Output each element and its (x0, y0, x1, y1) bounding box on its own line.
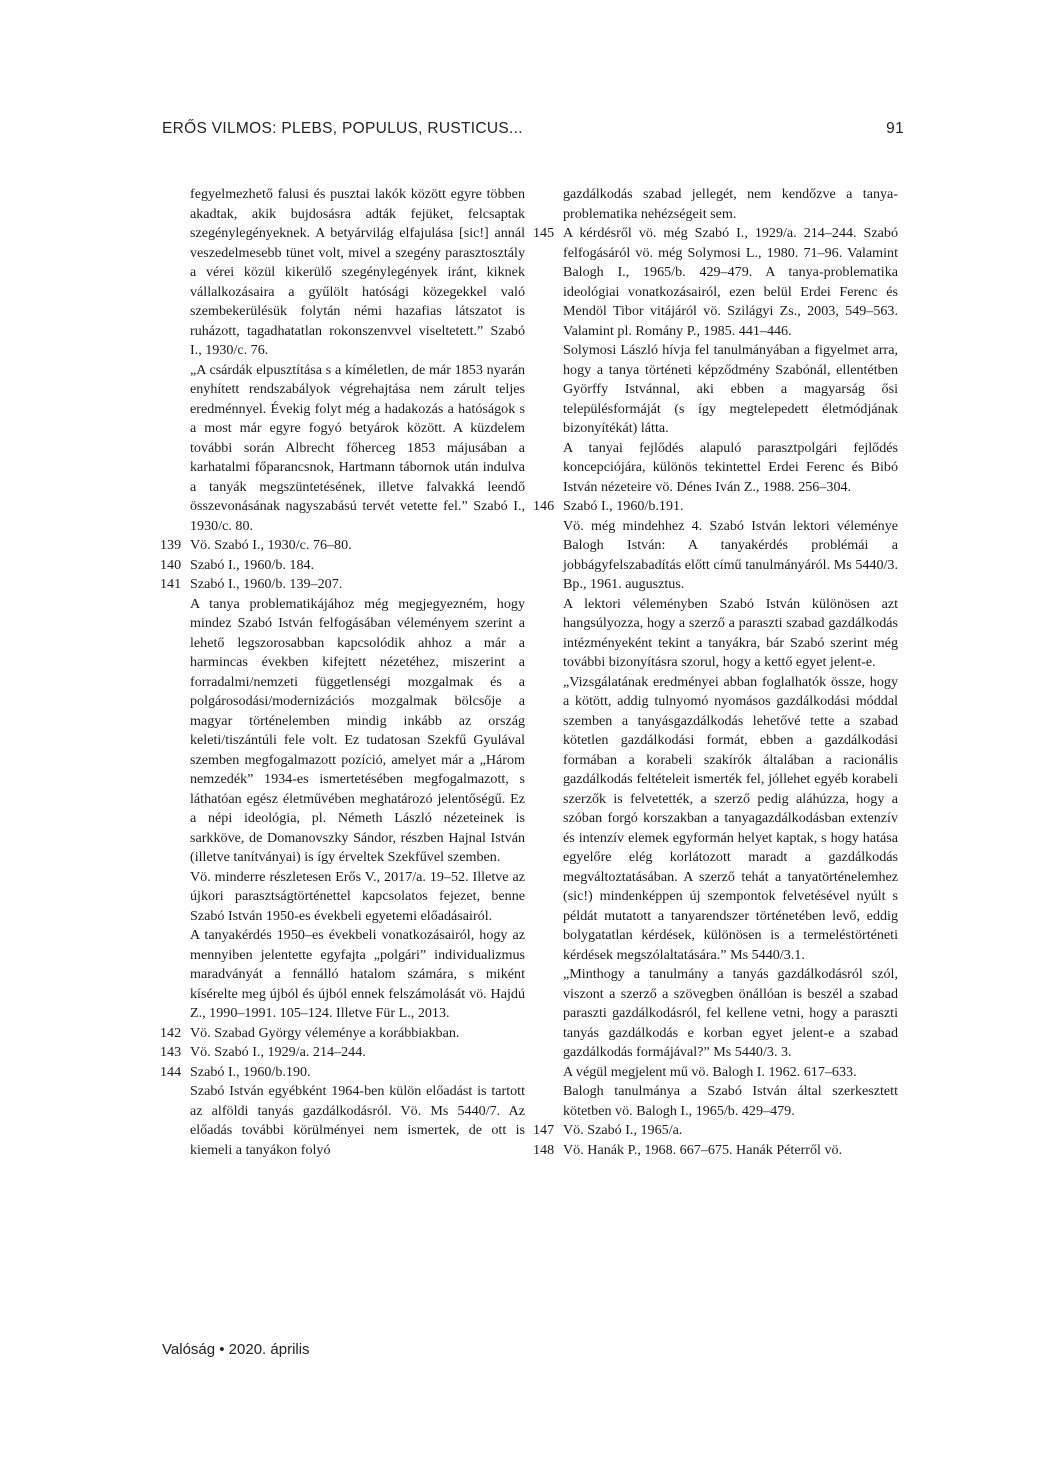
running-title: ERŐS VILMOS: PLEBS, POPULUS, RUSTICUS... (162, 120, 523, 137)
journal-footer: Valóság • 2020. április (162, 1341, 310, 1358)
footnote-139 (160, 536, 525, 556)
footnote-number: 141 (160, 576, 182, 592)
footnote-143 (160, 1043, 525, 1063)
page-number: 91 (886, 120, 904, 137)
footnote-text: Szabó I., 1960/b.190. (190, 1063, 311, 1080)
footnote-paragraph: A tanyai fejlődés alapuló parasztpolgári fejlődés koncepciójára, különös tekintettel Erdei Ferenc és Bibó István nézeteire vö. Dénes Iván Z., 1988. 256–304. (563, 439, 898, 495)
running-header (162, 120, 904, 142)
footnote-number: 147 (533, 1122, 555, 1138)
footnote-number: 144 (160, 1063, 182, 1080)
footnote-number: 140 (160, 556, 182, 573)
footnote-text: A kérdésről vö. még Szabó I., 1929/a. 214–244. Szabó felfogásáról vö. még Solymosi L., 1980. 71–96. Valamint Balogh I., 1965/b. 429–479. A tanya-problematika ideológiai vonatkozásairól, ezen belül Erdei Ferenc és Mendöl Tibor vitájáról vö. Szilágyi Zs., 2003, 549–563. Valamint pl. Romány P., 1985. 441–446. (563, 225, 898, 339)
footnote-paragraph: A tanya problematikájához még megjegyezném, hogy mindez Szabó István felfogásában véleményem szerint a lehető legszorosabban kapcsolódik ahhoz a már a harmincas években kifejtett nézetéhez, miszerint a forradalmi/nemzeti függetlenségi mozgalmak és a polgárosodási/modernizációs mozgalmak bölcsője a magyar történelemben mindig inkább az ország keleti/tiszántúli fele volt. Ez tudatosan Szekfű Gyulával szemben megfogalmazott pozíció, amelyet már a „Három nemzedék” 1934-es ismertetésében megfogalmazott, s láthatóan egész életművében meghatározó jelentőségű. Ez a népi ideológia, pl. Németh László nézeteinek is sarkköve, de Domanovszky Sándor, részben Hajnal István (illetve tanítványai) is így érveltek Szekfűvel szemben. (190, 595, 525, 865)
footnote-paragraph: Vö. még mindehhez 4. Szabó István lektori véleménye Balogh István: A tanyakérdés problémái a jobbágyfelszabadítás előtt című tanulmányáról. Ms 5440/3. Bp., 1961. augusztus. (563, 517, 898, 592)
footnote-paragraph: A tanyakérdés 1950–es évekbeli vonatkozásairól, hogy az mennyiben jelentette egyfajta „polgári” individualizmus maradványát a fennálló hatalom számára, s miként kísérelte meg újból és újból ennek felszámolását vö. Hajdú Z., 1990–1991. 105–124. Illetve Für L., 2013. (190, 927, 525, 1021)
footnote-text: Vö. Szabad György véleménye a korábbiakban. (190, 1024, 460, 1041)
footnote-141 (160, 575, 525, 595)
footnote-145 (533, 224, 898, 341)
footnote-140 (160, 556, 525, 576)
footnote-paragraph: „Vizsgálatának eredményei abban foglalhatók össze, hogy a kötött, addig tulnyomó nyomásos gazdálkodási móddal szemben a tanyásgazdálkodás lehetővé tette a szabad kötetlen gazdálkodási formát, ebben a gazdálkodási formában a korabeli szakírók általában a racionális gazdálkodás feltételeit ismerték fel, jóllehet egyéb korabeli szerzők is felvetették, a szerző pedig aláhúzza, hogy a szóban forgó korszakban a tanyagazdálkodásban extenzív és intenzív elemek egyformán helyet kaptak, s hogy hatása egyelőre elég korlátozott maradt a gazdálkodás megváltoztatásában. A szerző tehát a tanyatörténelemhez (sic!) mindenképpen új szempontok felvetésével nyúlt s példát mutatott a tanyarendszer történetében levő, eddig bolygatatlan kérdések, különösen is a termeléstörténeti kérdések megszólaltatására.” Ms 5440/3.1. (563, 673, 898, 963)
footnote-paragraph: Vö. minderre részletesen Erős V., 2017/a. 19–52. Illetve az újkori parasztságtörténettel kapcsolatos fejezet, benne Szabó István 1950-es évekbeli egyetemi előadásairól. (190, 868, 525, 924)
quote-paragraph: „A csárdák elpusztítása s a kíméletlen, de már 1853 nyarán enyhített rendszabályok végrehajtása nem zárult teljes eredménnyel. Évekig folyt még a hadakozás a hatóságok s a most már egyre fogyó betyárok között. A küzdelem további során Albrecht főherceg 1853 májusában a karhatalmi főparancsnok, Hartmann tábornok után indulva a tanyák megszüntetésének, illetve falvakká leendő összevonásának nagyszabású tervét vetette fel.” Szabó I., 1930/c. 80. (190, 361, 525, 534)
footnote-144 (160, 1063, 525, 1083)
footnote-number: 142 (160, 1024, 182, 1041)
footnote-paragraph: „Minthogy a tanulmány a tanyás gazdálkodásról szól, viszont a szerző a szövegben önállóan is beszél a szabad paraszti gazdálkodásról, fel kellene vetni, hogy a paraszti tanyás gazdálkodás e korban egyet jelent-e a szabad gazdálkodás formájával?” Ms 5440/3. 3. (563, 966, 898, 1060)
footnote-number: 148 (533, 1141, 555, 1158)
footnote-147 (533, 1121, 898, 1141)
footnote-paragraph: Balogh tanulmánya a Szabó István által szerkesztett kötetben vö. Balogh I., 1965/b. 429–479. (563, 1083, 898, 1119)
footnote-paragraph: Szabó István egyébként 1964-ben külön előadást is tartott az alföldi tanyás gazdálkodásról. Vö. Ms 5440/7. Az előadás további körülményei nem ismertek, de ott is kiemeli a tanyákon folyó (190, 1083, 525, 1158)
footnote-text: Szabó I., 1960/b. 139–207. (190, 576, 343, 592)
footnote-146 (533, 497, 898, 517)
footnote-paragraph: A végül megjelent mű vö. Balogh I. 1962. 617–633. (563, 1063, 857, 1080)
footnote-142 (160, 1024, 525, 1044)
footnote-text: Szabó I., 1960/b. 184. (190, 556, 315, 573)
continued-paragraph: gazdálkodás szabad jellegét, nem kendőzve a tanya-problematika nehézségeit sem. (563, 186, 898, 222)
footnote-number: 143 (160, 1044, 182, 1060)
footnote-text: Vö. Hanák P., 1968. 667–675. Hanák Péterről vö. (563, 1141, 843, 1158)
footnote-paragraph: Solymosi László hívja fel tanulmányában a figyelmet arra, hogy a tanya történeti képződmény Szabónál, ellentétben Györffy Istvánnal, aki ebben a magyarság ősi településformáját (s így megtelepedett életmódjának bizonyítékát) látta. (563, 342, 898, 436)
footnote-paragraph: A lektori véleményben Szabó István különösen azt hangsúlyozza, hogy a szerző a paraszti szabad gazdálkodás intézményeként tekint a tanyákra, bár Szabó szerint még további bizonyításra szorul, hogy a kettő egyet jelent-e. (563, 595, 898, 670)
left-column (160, 185, 525, 1160)
footnote-text: Vö. Szabó I., 1930/c. 76–80. (190, 537, 352, 553)
footnote-text: Vö. Szabó I., 1965/a. (563, 1122, 683, 1138)
footnote-number: 146 (533, 498, 555, 514)
footnote-text: Szabó I., 1960/b.191. (563, 498, 684, 514)
right-column (533, 185, 898, 1160)
footnote-number: 139 (160, 537, 182, 553)
footnote-text: Vö. Szabó I., 1929/a. 214–244. (190, 1044, 366, 1060)
footnote-148 (533, 1141, 898, 1161)
footnote-number: 145 (533, 225, 555, 241)
quote-paragraph: fegyelmezhető falusi és pusztai lakók között egyre többen akadtak, akik bujdosásra adták fejüket, felcsaptak szegénylegényeknek. A betyárvilág elfajulása [sic!] annál veszedelmesebb tünet volt, mivel a szegény parasztosztály a vérei közül kikerülő szegénylegények iránt, kiknek vállalkozásaira a gyűlölt hatósági közegekkel való szembekerülésük folytán némi hazafias látszatot is ruházott, tagadhatatlan rokonszenvvel viseltetett.” Szabó I., 1930/c. 76. (190, 186, 525, 358)
